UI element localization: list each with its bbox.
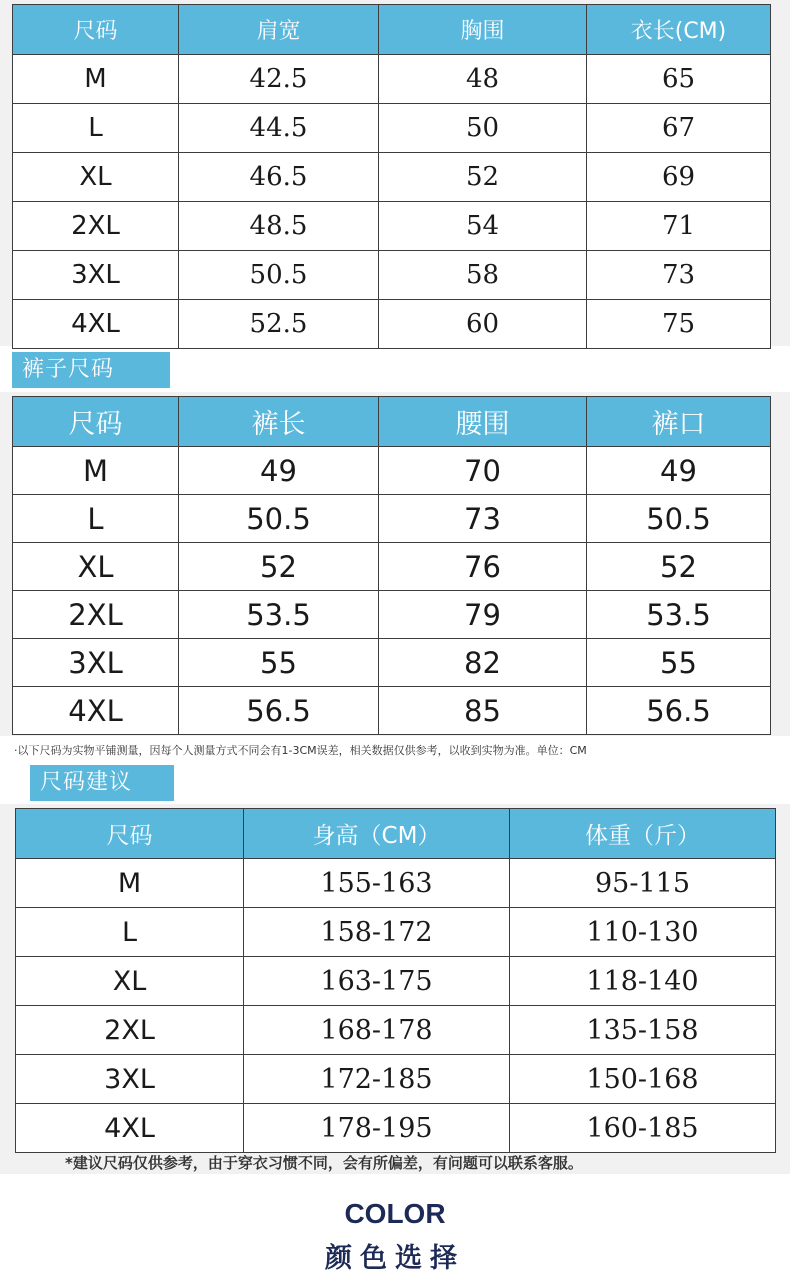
height-cell: 172-185	[244, 1055, 510, 1104]
value-cell: 42.5	[179, 55, 379, 104]
header-cell: 肩宽	[179, 5, 379, 55]
table-row	[13, 202, 771, 251]
table-row	[16, 1006, 776, 1055]
table-row	[16, 957, 776, 1006]
table-header-row	[16, 809, 776, 859]
value-cell: 82	[379, 639, 587, 687]
value-cell: 85	[379, 687, 587, 735]
value-cell: 67	[587, 104, 771, 153]
height-cell: 163-175	[244, 957, 510, 1006]
weight-cell: 95-115	[510, 859, 776, 908]
value-cell: 56.5	[179, 687, 379, 735]
table-row	[13, 543, 771, 591]
value-cell: 50.5	[179, 495, 379, 543]
header-cell: 胸围	[379, 5, 587, 55]
header-cell: 腰围	[379, 397, 587, 447]
size-advice-note: *建议尺码仅供参考，由于穿衣习惯不同，会有所偏差，有问题可以联系客服。	[65, 1154, 583, 1172]
size-cell: M	[13, 447, 179, 495]
header-cell: 尺码	[13, 5, 179, 55]
size-cell: 4XL	[13, 300, 179, 349]
value-cell: 52	[179, 543, 379, 591]
size-cell: M	[13, 55, 179, 104]
size-cell: 2XL	[16, 1006, 244, 1055]
value-cell: 52.5	[179, 300, 379, 349]
height-cell: 168-178	[244, 1006, 510, 1055]
value-cell: 46.5	[179, 153, 379, 202]
height-cell: 178-195	[244, 1104, 510, 1153]
top-size-table	[12, 4, 771, 349]
value-cell: 53.5	[587, 591, 771, 639]
table-row	[13, 153, 771, 202]
weight-cell: 135-158	[510, 1006, 776, 1055]
weight-cell: 118-140	[510, 957, 776, 1006]
size-cell: 3XL	[13, 639, 179, 687]
table-header-row	[13, 397, 771, 447]
table-row	[16, 1055, 776, 1104]
size-cell: XL	[13, 153, 179, 202]
weight-cell: 150-168	[510, 1055, 776, 1104]
value-cell: 71	[587, 202, 771, 251]
header-cell: 尺码	[16, 809, 244, 859]
value-cell: 60	[379, 300, 587, 349]
value-cell: 55	[179, 639, 379, 687]
table-header-row	[13, 5, 771, 55]
height-cell: 158-172	[244, 908, 510, 957]
pants-size-table	[12, 396, 771, 735]
value-cell: 49	[179, 447, 379, 495]
value-cell: 49	[587, 447, 771, 495]
size-cell: 2XL	[13, 202, 179, 251]
value-cell: 73	[587, 251, 771, 300]
table-row	[13, 687, 771, 735]
table-row	[13, 104, 771, 153]
table-row	[13, 495, 771, 543]
pants-size-tag: 裤子尺码	[12, 352, 170, 388]
weight-cell: 110-130	[510, 908, 776, 957]
size-cell: 4XL	[16, 1104, 244, 1153]
table-row	[13, 55, 771, 104]
header-cell: 体重（斤）	[510, 809, 776, 859]
value-cell: 73	[379, 495, 587, 543]
size-advice-tag: 尺码建议	[30, 765, 174, 801]
value-cell: 69	[587, 153, 771, 202]
table-row	[16, 1104, 776, 1153]
size-cell: 3XL	[16, 1055, 244, 1104]
value-cell: 55	[587, 639, 771, 687]
table-row	[13, 251, 771, 300]
table-row	[13, 300, 771, 349]
size-cell: XL	[16, 957, 244, 1006]
color-title-cn: 颜色选择	[325, 1243, 465, 1274]
value-cell: 53.5	[179, 591, 379, 639]
header-cell: 衣长(CM)	[587, 5, 771, 55]
size-cell: M	[16, 859, 244, 908]
size-cell: L	[16, 908, 244, 957]
size-cell: 4XL	[13, 687, 179, 735]
size-cell: 3XL	[13, 251, 179, 300]
value-cell: 44.5	[179, 104, 379, 153]
header-cell: 裤口	[587, 397, 771, 447]
table-row	[16, 908, 776, 957]
table-row	[13, 591, 771, 639]
table-row	[13, 447, 771, 495]
weight-cell: 160-185	[510, 1104, 776, 1153]
header-cell: 身高（CM）	[244, 809, 510, 859]
table-row	[16, 859, 776, 908]
value-cell: 65	[587, 55, 771, 104]
value-cell: 75	[587, 300, 771, 349]
value-cell: 52	[379, 153, 587, 202]
value-cell: 70	[379, 447, 587, 495]
header-cell: 裤长	[179, 397, 379, 447]
size-cell: 2XL	[13, 591, 179, 639]
height-cell: 155-163	[244, 859, 510, 908]
size-cell: XL	[13, 543, 179, 591]
value-cell: 48	[379, 55, 587, 104]
value-cell: 56.5	[587, 687, 771, 735]
value-cell: 58	[379, 251, 587, 300]
value-cell: 48.5	[179, 202, 379, 251]
value-cell: 50.5	[179, 251, 379, 300]
value-cell: 54	[379, 202, 587, 251]
table-row	[13, 639, 771, 687]
header-cell: 尺码	[13, 397, 179, 447]
measurement-note: ·以下尺码为实物平铺测量，因每个人测量方式不同会有1-3CM误差，相关数据仅供参考，以收到实物为准。单位：CM	[14, 744, 587, 757]
size-advice-table	[15, 808, 776, 1153]
value-cell: 50.5	[587, 495, 771, 543]
value-cell: 79	[379, 591, 587, 639]
size-cell: L	[13, 495, 179, 543]
color-title-en: COLOR	[344, 1198, 446, 1229]
value-cell: 50	[379, 104, 587, 153]
value-cell: 76	[379, 543, 587, 591]
value-cell: 52	[587, 543, 771, 591]
size-cell: L	[13, 104, 179, 153]
